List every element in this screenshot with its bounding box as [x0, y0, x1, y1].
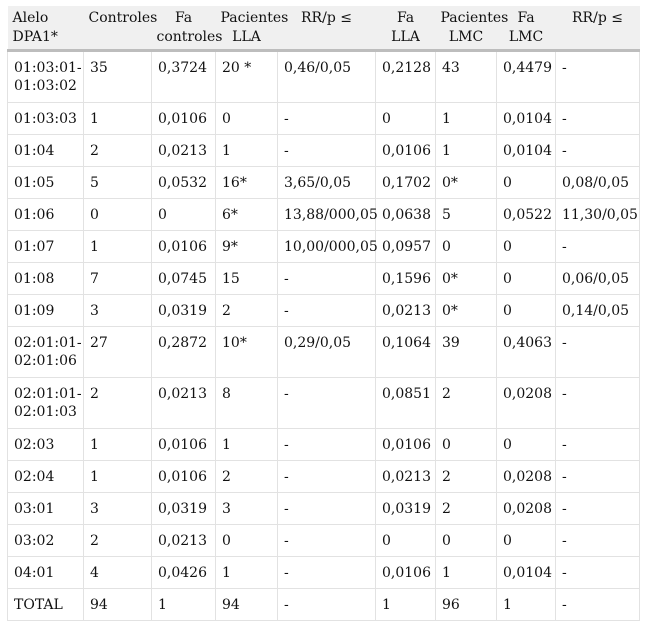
table-cell: 0,0213	[152, 525, 216, 557]
table-cell: -	[556, 231, 640, 263]
table-cell: 0,3724	[152, 51, 216, 103]
table-cell: 0,0106	[152, 461, 216, 493]
table-cell: 0,0208	[497, 378, 556, 429]
header-text: Fa LLA	[391, 10, 420, 45]
table-cell: -	[278, 295, 376, 327]
table-cell: -	[278, 557, 376, 589]
table-cell: 0,0532	[152, 167, 216, 199]
table-cell: 0,0104	[497, 103, 556, 135]
allele-frequency-table	[7, 6, 640, 621]
table-cell: -	[556, 461, 640, 493]
table-cell: 2	[436, 493, 497, 525]
table-cell: 3	[216, 493, 278, 525]
table-cell: -	[556, 429, 640, 461]
table-cell: 0,0319	[376, 493, 436, 525]
table-cell: 0,0426	[152, 557, 216, 589]
table-cell: 2	[84, 378, 152, 429]
header-pacientes-lla	[216, 6, 289, 51]
table-cell: 13,88/000,05	[278, 199, 376, 231]
allele-cell: 01:06	[8, 199, 84, 231]
table-cell: -	[556, 525, 640, 557]
table-cell: 0	[216, 525, 278, 557]
table-cell: -	[556, 327, 640, 378]
table-cell: 0,0208	[497, 493, 556, 525]
table-cell: 1	[436, 557, 497, 589]
table-cell: 0,0106	[376, 429, 436, 461]
table-cell: 1	[84, 103, 152, 135]
table-cell: 1	[152, 589, 216, 621]
header-text: LMC	[508, 29, 544, 45]
table-cell: 3	[84, 295, 152, 327]
table-cell: 2	[436, 461, 497, 493]
table-cell: 0,0106	[376, 557, 436, 589]
table-cell: 8	[216, 378, 278, 429]
table-cell: 0,06/0,05	[556, 263, 640, 295]
table-cell: 1	[84, 461, 152, 493]
table-cell: 0,2128	[376, 51, 436, 103]
table-cell: 0	[497, 295, 556, 327]
header-text: RR/p ≤	[572, 10, 623, 26]
header-text: Controles	[88, 10, 158, 26]
table-cell: 94	[216, 589, 278, 621]
table-body	[8, 51, 640, 621]
allele-cell: 03:01	[8, 493, 84, 525]
allele-cell: 01:07	[8, 231, 84, 263]
table-cell: 35	[84, 51, 152, 103]
table-cell: 0	[376, 525, 436, 557]
table-cell: 1	[84, 231, 152, 263]
table-cell: 0*	[436, 263, 497, 295]
table-cell: 0,0104	[497, 557, 556, 589]
header-text: Fa	[174, 10, 193, 26]
table-cell: -	[278, 493, 376, 525]
table-cell: 0*	[436, 167, 497, 199]
header-fa-controles	[152, 6, 223, 51]
table-cell: 2	[216, 295, 278, 327]
table-cell: 0,0957	[376, 231, 436, 263]
table-cell: 0,0745	[152, 263, 216, 295]
table-cell: 0,0213	[376, 461, 436, 493]
table-cell: 11,30/0,05	[556, 199, 640, 231]
table-header	[8, 6, 640, 51]
header-text: controles	[156, 29, 223, 45]
table-cell: 2	[84, 525, 152, 557]
table-row	[8, 263, 640, 295]
allele-cell: 01:08	[8, 263, 84, 295]
table-cell: 0,46/0,05	[278, 51, 376, 103]
table-row	[8, 557, 640, 589]
table-cell: 0,0213	[376, 295, 436, 327]
table-cell: 3	[84, 493, 152, 525]
allele-cell: 03:02	[8, 525, 84, 557]
header-pacientes-lmc	[436, 6, 509, 51]
table-cell: 0,0213	[152, 135, 216, 167]
table-cell: 0,0522	[497, 199, 556, 231]
header-text: Fa	[517, 10, 535, 26]
table-cell: -	[556, 589, 640, 621]
allele-cell: 04:01	[8, 557, 84, 589]
table-cell: 0	[152, 199, 216, 231]
table-row	[8, 135, 640, 167]
table-cell: 15	[216, 263, 278, 295]
table-cell: 3,65/0,05	[278, 167, 376, 199]
table-cell: 0,14/0,05	[556, 295, 640, 327]
table-cell: 0,0319	[152, 295, 216, 327]
table-cell: 5	[436, 199, 497, 231]
table-cell: 1	[84, 429, 152, 461]
table-cell: 0,29/0,05	[278, 327, 376, 378]
table-cell: 0	[497, 167, 556, 199]
allele-cell: 01:03:03	[8, 103, 84, 135]
table-cell: 0,1702	[376, 167, 436, 199]
allele-cell: 01:03:01-01:03:02	[8, 51, 84, 103]
table-cell: -	[278, 103, 376, 135]
table-cell: 10*	[216, 327, 278, 378]
table-row	[8, 493, 640, 525]
table-row	[8, 429, 640, 461]
header-text: LLA	[232, 29, 261, 45]
header-text: Alelo	[12, 10, 49, 26]
table-cell: 1	[216, 135, 278, 167]
table-cell: -	[278, 461, 376, 493]
header-text: Pacientes	[440, 10, 509, 26]
table-cell: -	[278, 429, 376, 461]
table-row	[8, 327, 640, 378]
table-cell: 2	[84, 135, 152, 167]
header-row	[8, 6, 640, 51]
table-cell: -	[556, 103, 640, 135]
header-alelo	[8, 6, 84, 51]
table-cell: 0	[497, 525, 556, 557]
table-row	[8, 199, 640, 231]
table-cell: 0	[376, 103, 436, 135]
table-cell: 5	[84, 167, 152, 199]
table-cell: 1	[216, 429, 278, 461]
table-cell: -	[278, 378, 376, 429]
allele-cell: 02:04	[8, 461, 84, 493]
table-cell: 0,0106	[152, 103, 216, 135]
table-cell: 0	[497, 429, 556, 461]
table-cell: -	[556, 51, 640, 103]
table-cell: 39	[436, 327, 497, 378]
table-cell: 20 *	[216, 51, 278, 103]
table-cell: 0,0208	[497, 461, 556, 493]
table-cell: 1	[436, 135, 497, 167]
table-cell: -	[556, 135, 640, 167]
table-cell: 1	[216, 557, 278, 589]
table-cell: 0	[216, 103, 278, 135]
table-cell: 0	[84, 199, 152, 231]
table-cell: 0,0106	[376, 135, 436, 167]
table-cell: 0	[436, 231, 497, 263]
table-row	[8, 295, 640, 327]
table-row	[8, 51, 640, 103]
table-cell: -	[278, 135, 376, 167]
table-cell: 9*	[216, 231, 278, 263]
table-cell: 0	[436, 525, 497, 557]
table-cell: -	[278, 263, 376, 295]
header-text: Pacientes	[220, 10, 289, 26]
header-fa-lla	[376, 6, 436, 51]
header-text: LMC	[448, 29, 484, 45]
table-cell: -	[278, 525, 376, 557]
table-cell: 0*	[436, 295, 497, 327]
table-cell: 0	[497, 231, 556, 263]
allele-cell: 02:03	[8, 429, 84, 461]
table-row	[8, 589, 640, 621]
table-cell: 0,08/0,05	[556, 167, 640, 199]
table-row	[8, 525, 640, 557]
table-cell: 0,4479	[497, 51, 556, 103]
table-cell: 4	[84, 557, 152, 589]
header-rr-p-lla	[278, 6, 376, 51]
allele-cell: 01:09	[8, 295, 84, 327]
table-cell: 10,00/000,05	[278, 231, 376, 263]
allele-cell: 02:01:01-02:01:06	[8, 327, 84, 378]
table-cell: 0,0638	[376, 199, 436, 231]
table-cell: -	[556, 493, 640, 525]
allele-cell: 01:05	[8, 167, 84, 199]
table-cell: 94	[84, 589, 152, 621]
header-controles	[84, 6, 158, 51]
table-cell: 0,0851	[376, 378, 436, 429]
table-cell: 96	[436, 589, 497, 621]
table-cell: 0,0106	[152, 429, 216, 461]
header-rr-p-lmc	[556, 6, 640, 51]
table-cell: 6*	[216, 199, 278, 231]
table-cell: -	[556, 378, 640, 429]
header-text: RR/p ≤	[301, 10, 352, 26]
table-cell: 0,2872	[152, 327, 216, 378]
table-cell: 2	[216, 461, 278, 493]
table-cell: 0,0319	[152, 493, 216, 525]
table-cell: 0,4063	[497, 327, 556, 378]
table-cell: 0	[436, 429, 497, 461]
table-cell: -	[278, 589, 376, 621]
table-cell: 16*	[216, 167, 278, 199]
allele-cell: 02:01:01-02:01:03	[8, 378, 84, 429]
table-cell: -	[556, 557, 640, 589]
table-cell: 0	[497, 263, 556, 295]
allele-cell: TOTAL	[8, 589, 84, 621]
table-cell: 0,0213	[152, 378, 216, 429]
table-row	[8, 103, 640, 135]
table-cell: 0,0106	[152, 231, 216, 263]
table-row	[8, 231, 640, 263]
table-cell: 27	[84, 327, 152, 378]
table-cell: 0,1064	[376, 327, 436, 378]
allele-cell: 01:04	[8, 135, 84, 167]
table-cell: 1	[497, 589, 556, 621]
table-row	[8, 378, 640, 429]
table-row	[8, 167, 640, 199]
table-cell: 43	[436, 51, 497, 103]
header-text: DPA1*	[12, 29, 58, 45]
table-cell: 1	[436, 103, 497, 135]
table-cell: 7	[84, 263, 152, 295]
table-row	[8, 461, 640, 493]
table-cell: 0,0104	[497, 135, 556, 167]
table-cell: 1	[376, 589, 436, 621]
table-cell: 0,1596	[376, 263, 436, 295]
table-cell: 2	[436, 378, 497, 429]
